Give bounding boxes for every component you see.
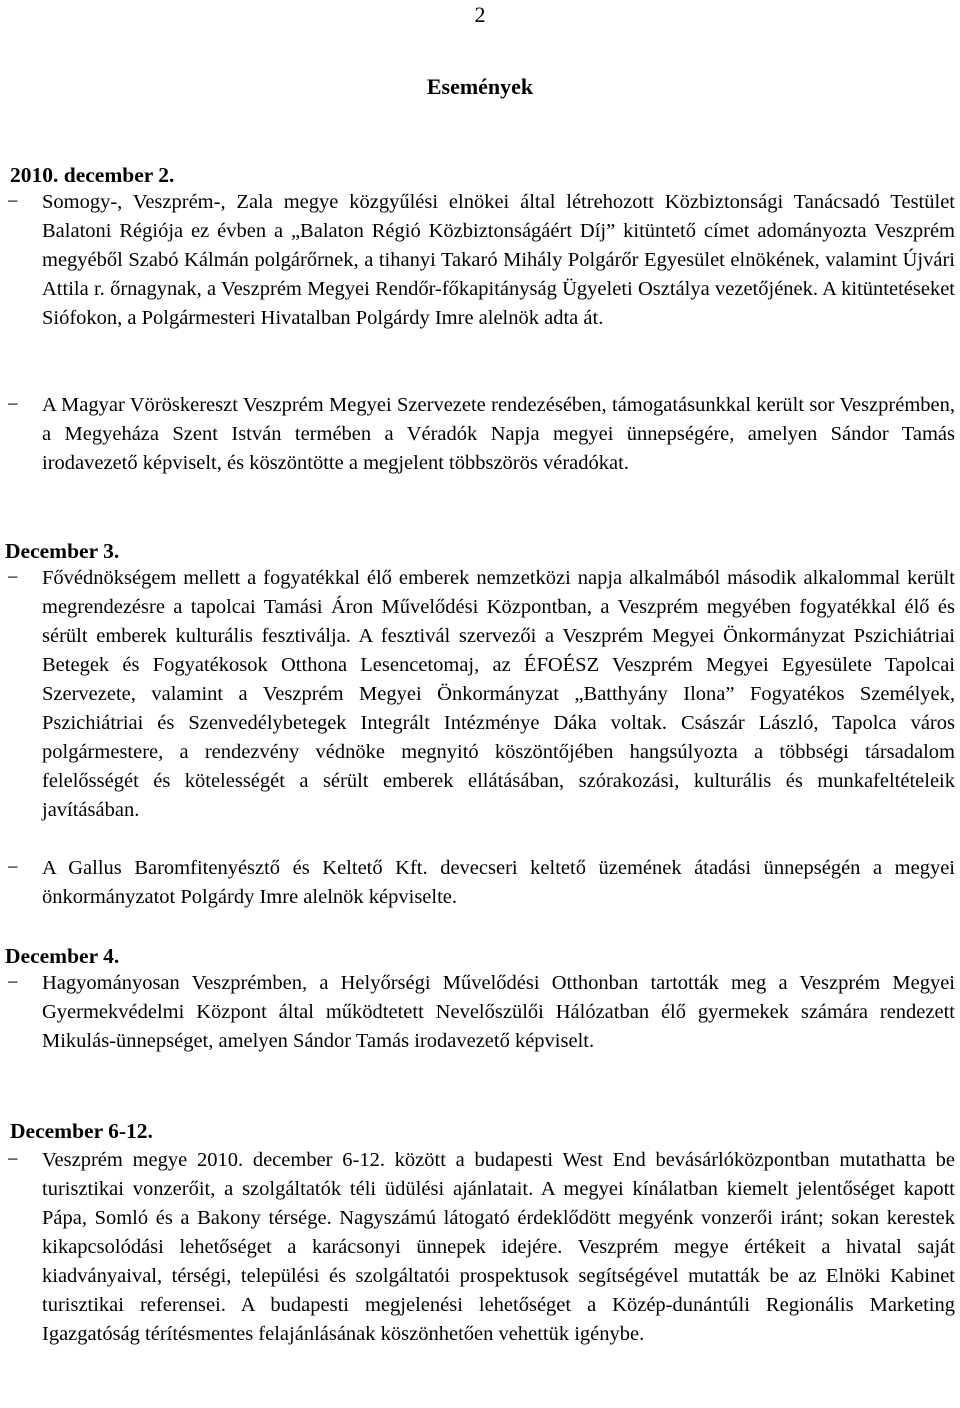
page-number: 2 [474, 2, 486, 27]
dash-bullet-icon: − [7, 1149, 19, 1171]
list-item [7, 854, 955, 912]
section-heading-dec-6-12: December 6-12. [10, 1119, 153, 1143]
item-text: Fővédnökségem mellett a fogyatékkal élő emberek nemzetközi napja alkalmából második alkalommal került megrendezésre a tapolcai Tamási Áron Művelődési Központban, a Veszprém megyében fogyatékkal élő és sérült emberek kulturális fesztiválja. A fesztivál szervezői a Veszprém Megyei Önkormányzat Pszichiátriai Betegek és Fogyatékosok Otthona Lesencetomaj, az ÉFOÉSZ Veszprém Megyei Egyesülete Tapolcai Szervezete, valamint a Veszprém Megyei Önkormányzat „Batthyány Ilona” Fogyatékos Személyek, Pszichiátriai és Szenvedélybetegek Integrált Intézménye Dáka voltak. Császár László, Tapolca város polgármestere, a rendezvény védnöke megnyitó köszöntőjében hangsúlyozta a többségi társadalom felelősségét és kötelességét a sérült emberek ellátásában, szórakozási, kulturális és munkafeltételeik javításában. [42, 567, 955, 821]
dash-bullet-icon: − [7, 972, 19, 994]
item-text: A Magyar Vöröskereszt Veszprém Megyei Szervezete rendezésében, támogatásunkkal került sor Veszprémben, a Megyeháza Szent István termében a Véradók Napja megyei ünnepségére, amelyen Sándor Tamás irodavezető képviselt, és köszöntötte a megjelent többszörös véradókat. [42, 394, 955, 474]
item-text: Somogy-, Veszprém-, Zala megye közgyűlési elnökei által létrehozott Közbiztonsági Tanácsadó Testület Balatoni Régiója ez évben a „Balaton Régió Közbiztonságáért Díj” kitüntető címet adományozta Veszprém megyéből Szabó Kálmán polgárőrnek, a tihanyi Takaró Mihály Polgárőr Egyesület elnökének, valamint Újvári Attila r. őrnagynak, a Veszprém Megyei Rendőr-főkapitányság Ügyeleti Osztálya vezetőjének. A kitüntetéseket Siófokon, a Polgármesteri Hivatalban Polgárdy Imre alelnök adta át. [42, 191, 955, 329]
list-item [7, 188, 955, 333]
dash-bullet-icon: − [7, 567, 19, 589]
section-heading-dec-2: 2010. december 2. [10, 163, 175, 187]
item-text: Hagyományosan Veszprémben, a Helyőrségi Művelődési Otthonban tartották meg a Veszprém Megyei Gyermekvédelmi Központ által működtetett Nevelőszülői Hálózatban élő gyermekek számára rendezett Mikulás-ünnepséget, amelyen Sándor Tamás irodavezető képviselt. [42, 972, 955, 1052]
list-item [7, 391, 955, 478]
section-heading-dec-4: December 4. [5, 944, 120, 968]
list-item [7, 1146, 955, 1349]
list-item [7, 564, 955, 825]
list-item [7, 969, 955, 1056]
item-text: Veszprém megye 2010. december 6-12. között a budapesti West End bevásárlóközpontban mutathatta be turisztikai vonzerőit, a szolgáltatók téli üdülési ajánlatait. A megyei kínálatban kiemelt jelentőséget kapott Pápa, Somló és a Bakony térsége. Nagyszámú látogató érdeklődött megyénk vonzerői iránt; sokan kerestek kikapcsolódási lehetőséget a karácsonyi ünnepek idejére. Veszprém megye értékeit a hivatal saját kiadványaival, térségi, települési és szolgáltatói prospektusok segítségével mutatták be az Elnöki Kabinet turisztikai referensei. A budapesti megjelenési lehetőséget a Közép-dunántúli Regionális Marketing Igazgatóság térítésmentes felajánlásának köszönhetően vehettük igénybe. [42, 1149, 955, 1345]
dash-bullet-icon: − [7, 394, 19, 416]
section-heading-dec-3: December 3. [5, 539, 120, 563]
item-text: A Gallus Baromfitenyésztő és Keltető Kft. devecseri keltető üzemének átadási ünnepségén a megyei önkormányzatot Polgárdy Imre alelnök képviselte. [42, 857, 955, 908]
dash-bullet-icon: − [7, 191, 19, 213]
page-title: Események [426, 74, 534, 99]
dash-bullet-icon: − [7, 857, 19, 879]
